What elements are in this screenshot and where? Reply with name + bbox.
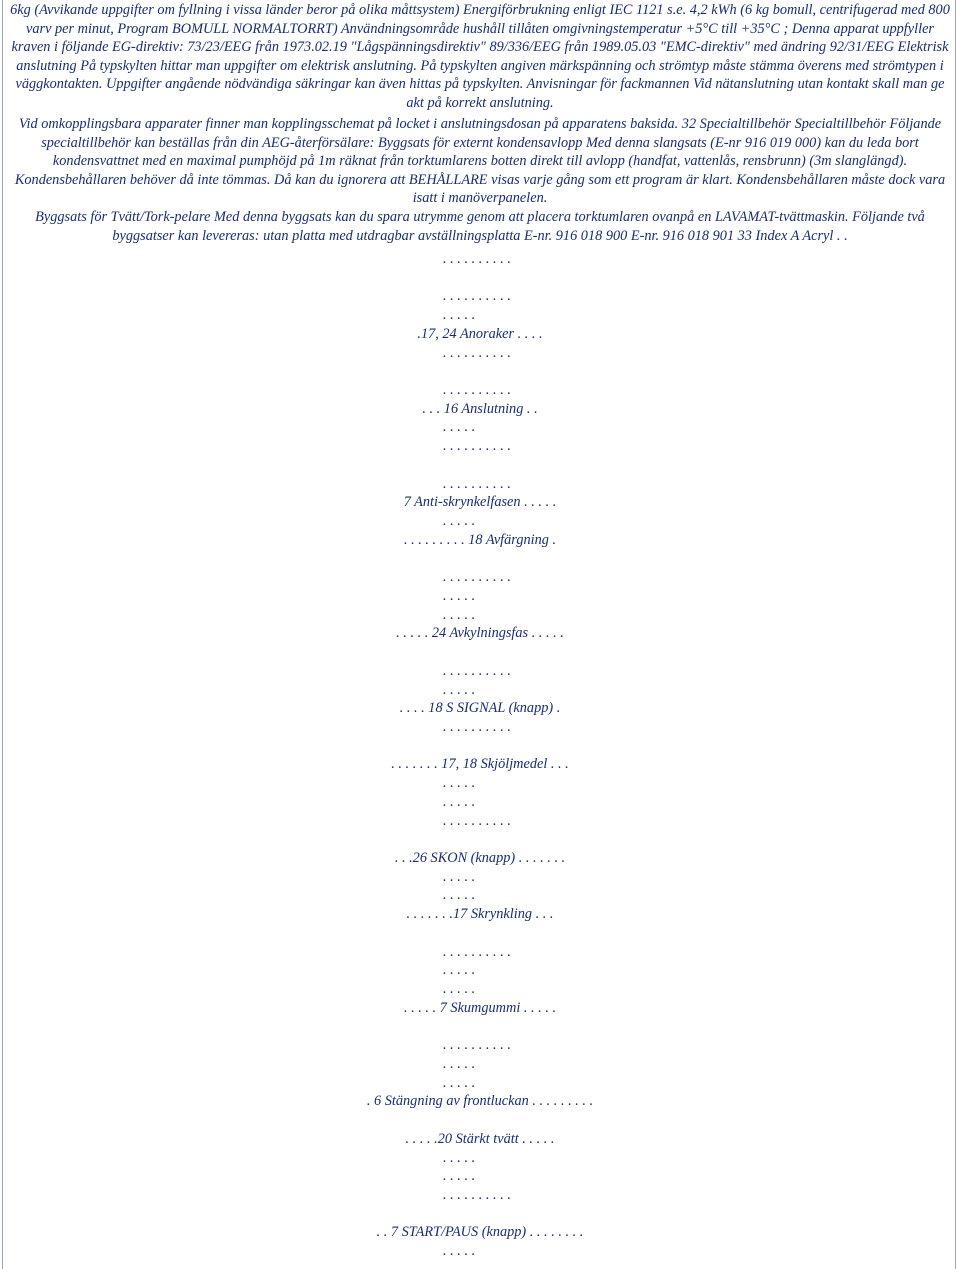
- index-line: . . . . . . . 17, 18 Skjöljmedel . . .: [391, 756, 569, 773]
- index-spacer: [0, 1111, 960, 1130]
- index-line: . . . . . . . . . .: [443, 438, 511, 455]
- index-line: . . . . . . . . . .: [443, 662, 511, 679]
- index-line: . . . . .: [443, 513, 476, 530]
- index-line: . . . . .: [443, 793, 476, 810]
- index-line: . . . . . . . . . .: [443, 251, 511, 267]
- index-spacer: [0, 830, 960, 849]
- index-line: . . . . .: [443, 981, 476, 998]
- index-spacer: [0, 924, 960, 943]
- index-line: . . . . . . . . . .: [443, 288, 511, 305]
- index-spacer: [0, 456, 960, 475]
- index-line: . . . . . . . . . .: [443, 344, 511, 361]
- index-line: . . . . .: [443, 1168, 476, 1185]
- index-line: . . . . . . . . . .: [443, 812, 511, 829]
- index-line: . . . . . . . . . .: [443, 1037, 511, 1054]
- index-line: . . .26 SKON (knapp) . . . . . . .: [394, 850, 566, 866]
- index-line: . . . . . . . . . .: [443, 718, 511, 735]
- paragraph-special-accessories: Vid omkopplingsbara apparater finner man kopplingsschemat på locket i anslutningsdosan på apparatens baksida. 32 Specialtillbehör Specialtillbehör Följande specialtillbehör kan beställas från din AEG-återförsälare: Byggsats för externt kondensavlopp Med denna slangsats (E-nr 916 019 000) kan du leda bort kondensvattnet med en maximal pumphöjd på 1m räknat från torktumlarens botten direkt till avlopp (handfat, vattenlås, rensbrunn) (3m slanglängd). Kondensbehållaren behöver då inte tömmas. Då kan du ignorera att BEHÅLLARE visas varje gång som ett program är klart. Kondensbehållaren måste dock vara isatt i manöverpanelen.: [14, 116, 946, 207]
- index-spacer: [0, 550, 960, 569]
- index-line: 7 Anti-skrynkelfasen . . . . .: [403, 494, 557, 511]
- index-line: . . . . . . . . . 18 Avfärgning .: [403, 531, 557, 548]
- index-spacer: [0, 737, 960, 756]
- index-line: . 6 Stängning av frontluckan . . . . . . . . .: [366, 1093, 594, 1110]
- index-line: . . 7 START/PAUS (knapp) . . . . . . . .: [376, 1224, 584, 1241]
- index-line: . . . . .: [443, 775, 476, 792]
- index-spacer: [0, 1017, 960, 1036]
- index-line: . . . . .: [443, 1149, 476, 1166]
- index-line: . . . . . 24 Avkylningsfas . . . . .: [396, 625, 564, 642]
- index-line: .17, 24 Anoraker . . . .: [417, 325, 543, 342]
- index-line: . . . . .: [443, 681, 476, 698]
- index-line: . . . . .: [443, 868, 476, 885]
- index-list: [0, 250, 960, 1261]
- index-line: . . . . . . . . . .: [443, 1186, 511, 1203]
- index-line: . . . . .: [443, 1055, 476, 1072]
- index-line: . . . . .: [443, 1243, 476, 1260]
- index-line: . . . . . . . . . .: [443, 943, 511, 960]
- index-spacer: [0, 362, 960, 381]
- index-line: . . . . .: [443, 962, 476, 979]
- index-spacer: [0, 1205, 960, 1224]
- index-line: . . . . . . . . . .: [443, 475, 511, 492]
- index-line: . . . . .: [443, 1074, 476, 1091]
- index-line: . . . . .: [443, 307, 476, 324]
- paragraph-stacking-kit: Byggsats för Tvätt/Tork-pelare Med denna byggsats kan du spara utrymme genom att placera torktumlaren ovanpå en LAVAMAT-tvättmaskin. Följande två byggsatser kan levereras: utan platta med utdragbar avställningsplatta E-nr. 916 018 900 E-nr. 916 018 901 33 Index A Acryl . .: [35, 209, 925, 244]
- index-line: . . . . .: [443, 587, 476, 604]
- index-line: . . . . .: [443, 419, 476, 436]
- index-spacer: [0, 643, 960, 662]
- index-line: . . . . . . . . . .: [443, 569, 511, 586]
- index-line: . . . . . . . . . .: [443, 382, 511, 399]
- index-line: . . . 16 Anslutning . .: [422, 400, 538, 417]
- index-line: . . . . . . .17 Skrynkling . . .: [406, 906, 554, 923]
- paragraph-specifications: 6kg (Avvikande uppgifter om fyllning i vissa länder beror på olika måttsystem) Energiförbrukning enligt IEC 1121 s.e. 4,2 kWh (6 kg bomull, centrifugerad med 800 varv per minut, Program BOMULL NORMALTORRT) Användningsområde hushåll tillåten omgivningstemperatur +5°C till +35°C ; Denna apparat uppfyller kraven i följande EG-direktiv: 73/23/EEG från 1973.02.19 "Lågspänningsdirektiv" 89/336/EEG från 1989.05.03 "EMC-direktiv" med ändring 92/31/EEG Elektrisk anslutning På typskylten hittar man uppgifter om elektrisk anslutning. På typskylten angiven märkspänning och strömtyp måste stämma överens med strömtypen i väggkontakten. Uppgifter angående nödvändiga säkringar kan även hittas på typskylten. Anvisningar för fackmannen Vid nätanslutning utan kontakt skall man ge akt på korrekt anslutning.: [10, 2, 950, 111]
- index-spacer: [0, 269, 960, 288]
- index-line: . . . . . 7 Skumgummi . . . . .: [403, 999, 557, 1016]
- index-line: . . . . .: [443, 606, 476, 623]
- index-line: . . . . .20 Stärkt tvätt . . . . .: [405, 1130, 555, 1147]
- index-line: . . . . .: [443, 887, 476, 904]
- index-line: . . . . 18 S SIGNAL (knapp) .: [399, 700, 561, 717]
